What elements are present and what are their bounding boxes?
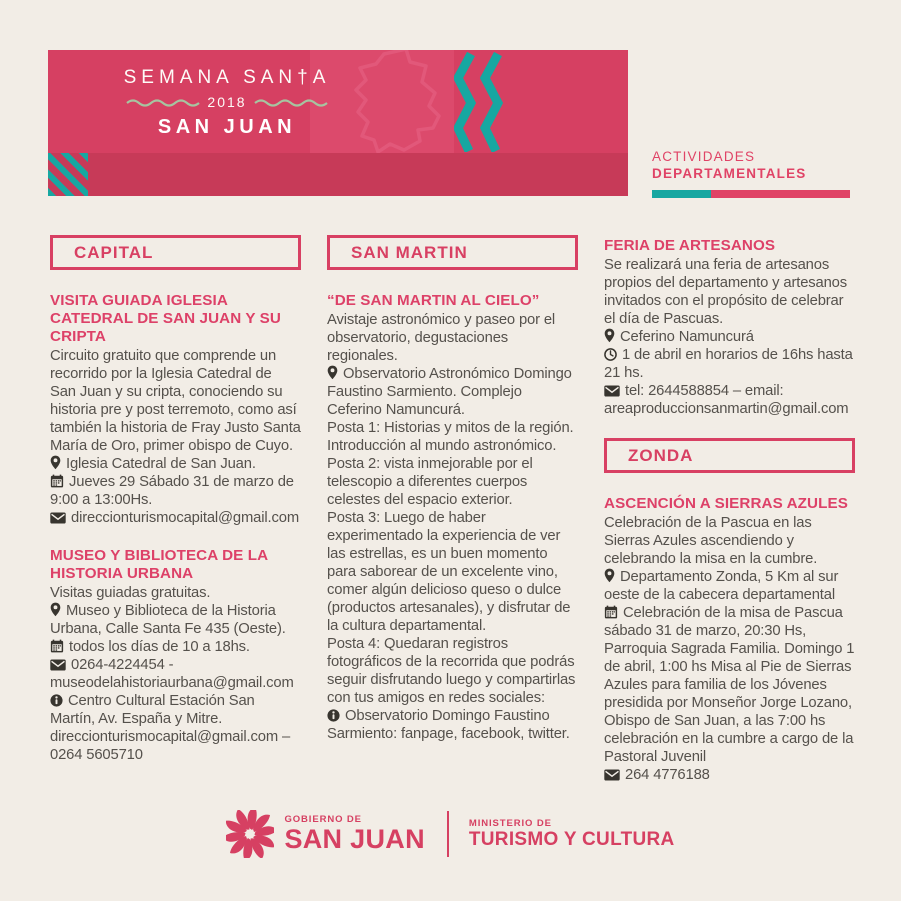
columns bbox=[50, 233, 855, 804]
event-detail: Avistaje astronómico y paseo por el observatorio, degustaciones regionales. bbox=[327, 312, 556, 364]
event-title: SEMANA SAN†A bbox=[123, 67, 331, 88]
footer bbox=[0, 810, 901, 858]
ministry-wordmark bbox=[469, 818, 675, 851]
event-detail: Observatorio Domingo Faustino Sarmiento: fanpage, facebook, twitter. bbox=[327, 708, 570, 742]
event-detail: Circuito gratuito que comprende un recorrido por la Iglesia Catedral de San Juan y su cripta, conociendo su historia pre y post terremoto, como así también la historia de Fray Justo Santa María de Oro, primer obispo de Cuyo. bbox=[50, 348, 301, 454]
event-article bbox=[327, 292, 578, 743]
banner-background bbox=[48, 50, 628, 153]
department-label: ZONDA bbox=[628, 445, 694, 465]
event-detail: Posta 2: vista inmejorable por el telescopio a diferentes cuerpos celestes del espacio exterior. bbox=[327, 456, 533, 508]
event-detail: tel: 2644588854 – email: areaproduccionsanmartin@gmail.com bbox=[604, 383, 849, 417]
underline-bar-teal-segment bbox=[652, 190, 711, 198]
event-title: “DE SAN MARTIN AL CIELO” bbox=[327, 292, 540, 309]
activities-label-line1: ACTIVIDADES bbox=[652, 149, 756, 164]
info-icon bbox=[327, 709, 340, 722]
ministry-name-label: TURISMO Y CULTURA bbox=[468, 828, 675, 850]
footer-divider bbox=[447, 811, 449, 857]
event-detail: Visitas guiadas gratuitas. bbox=[50, 585, 211, 601]
event-year: 2018 bbox=[207, 94, 247, 110]
event-detail: todos los días de 10 a 18hs. bbox=[50, 638, 301, 656]
zigzag-decoration-icon bbox=[454, 52, 504, 152]
department-header-zonda bbox=[604, 438, 855, 473]
event-detail: Posta 3: Luego de haber experimentado la experiencia de ver las estrellas, es un buen momento para saborear de un excelente vino, comer algún delicioso queso o dulce (productos artesanales), y disfrutar de la cultura departamental. bbox=[327, 510, 571, 634]
gobierno-san-juan-logo-icon bbox=[226, 810, 274, 858]
event-detail: Posta 1: Historias y mitos de la región. Introducción al mundo astronómico. bbox=[327, 420, 574, 454]
event-detail: Centro Cultural Estación San Martín, Av. España y Mitre. direccionturismocapital@gmail.com – 0264 5605710 bbox=[50, 693, 291, 763]
location-pin-icon bbox=[604, 328, 615, 343]
government-top-label: GOBIERNO DE bbox=[284, 814, 362, 826]
event-article bbox=[50, 292, 301, 527]
envelope-icon bbox=[50, 512, 66, 524]
calendar-icon bbox=[604, 605, 618, 619]
event-detail: Jueves 29 Sábado 31 de marzo de 9:00 a 13:00Hs. bbox=[50, 474, 294, 508]
wave-line-right-icon bbox=[254, 96, 328, 108]
diagonal-stripes-decoration bbox=[48, 153, 88, 196]
calendar-icon bbox=[50, 639, 64, 653]
location-pin-icon bbox=[327, 365, 338, 380]
event-detail: Ceferino Namuncurá bbox=[604, 328, 855, 346]
event-article bbox=[604, 237, 855, 418]
event-detail: Departamento Zonda, 5 Km al sur oeste de la cabecera departamental bbox=[604, 569, 839, 603]
year-row bbox=[48, 94, 406, 110]
event-detail: 264 4776188 bbox=[604, 766, 855, 784]
wave-line-left-icon bbox=[126, 96, 200, 108]
event-location: SAN JUAN bbox=[157, 116, 297, 138]
info-icon bbox=[50, 694, 63, 707]
event-title: VISITA GUIADA IGLESIA CATEDRAL DE SAN JUAN Y SU CRIPTA bbox=[50, 292, 281, 345]
event-detail: Iglesia Catedral de San Juan. bbox=[50, 455, 301, 473]
column-san-martin-zonda bbox=[604, 233, 855, 804]
event-title: ASCENCIÓN A SIERRAS AZULES bbox=[604, 495, 848, 512]
activities-underline-bar bbox=[652, 190, 850, 198]
event-detail: Se realizará una feria de artesanos propios del departamento y artesanos invitados con el propósito de celebrar el día de Pascuas. bbox=[604, 257, 848, 327]
event-title: FERIA DE ARTESANOS bbox=[604, 237, 776, 254]
location-pin-icon bbox=[50, 455, 61, 470]
government-wordmark bbox=[284, 814, 424, 853]
event-article bbox=[50, 547, 301, 764]
envelope-icon bbox=[604, 385, 620, 397]
department-label: SAN MARTIN bbox=[351, 242, 468, 262]
activities-label-line2: DEPARTAMENTALES bbox=[652, 166, 807, 181]
event-article bbox=[604, 495, 855, 784]
event-detail: 0264-4224454 - museodelahistoriaurbana@gmail.com bbox=[50, 657, 294, 691]
banner-bottom-strip bbox=[48, 153, 628, 196]
location-pin-icon bbox=[50, 602, 61, 617]
event-detail: Museo y Biblioteca de la Historia Urbana, Calle Santa Fe 435 (Oeste). bbox=[50, 603, 286, 637]
clock-icon bbox=[604, 348, 617, 361]
banner-titles bbox=[48, 50, 406, 153]
event-title: MUSEO Y BIBLIOTECA DE LA HISTORIA URBANA bbox=[50, 547, 268, 582]
underline-bar-pink-segment bbox=[711, 190, 850, 198]
event-detail: Observatorio Astronómico Domingo Faustino Sarmiento. Complejo Ceferino Namuncurá. bbox=[327, 366, 572, 418]
department-header-san-martin bbox=[327, 235, 578, 270]
ministry-top-label: MINISTERIO DE bbox=[468, 817, 552, 829]
event-detail: Posta 4: Quedaran registros fotográficos de la recorrida que podrás seguir disfrutando luego y compartirlas con tus amigos en redes sociales: bbox=[327, 636, 576, 706]
event-detail: Celebración de la misa de Pascua sábado 31 de marzo, 20:30 Hs, Parroquia Sagrada Familia. Domingo 1 de abril, 1:00 hs Misa al Pie de Sierras Azules para familia de los Jóvenes presidida por Monseñor Jorge Lozano, Obispo de San Juan, a las 7:00 hs celebración en la cumbre a cargo de la Pastoral Juvenil bbox=[604, 605, 855, 765]
location-pin-icon bbox=[604, 568, 615, 583]
event-detail: Celebración de la Pascua en las Sierras Azules ascendiendo y celebrando la misa en la cumbre. bbox=[604, 515, 818, 567]
government-name-label: SAN JUAN bbox=[284, 824, 425, 855]
calendar-icon bbox=[50, 474, 64, 488]
activities-badge bbox=[652, 149, 857, 198]
header-banner bbox=[48, 50, 628, 196]
envelope-icon bbox=[50, 659, 66, 671]
column-san-martin bbox=[327, 233, 578, 763]
column-capital bbox=[50, 233, 301, 784]
event-detail: 1 de abril en horarios de 16hs hasta 21 hs. bbox=[604, 347, 853, 381]
department-header-capital bbox=[50, 235, 301, 270]
event-detail: direccionturismocapital@gmail.com bbox=[50, 509, 301, 527]
envelope-icon bbox=[604, 769, 620, 781]
department-label: CAPITAL bbox=[74, 242, 154, 262]
